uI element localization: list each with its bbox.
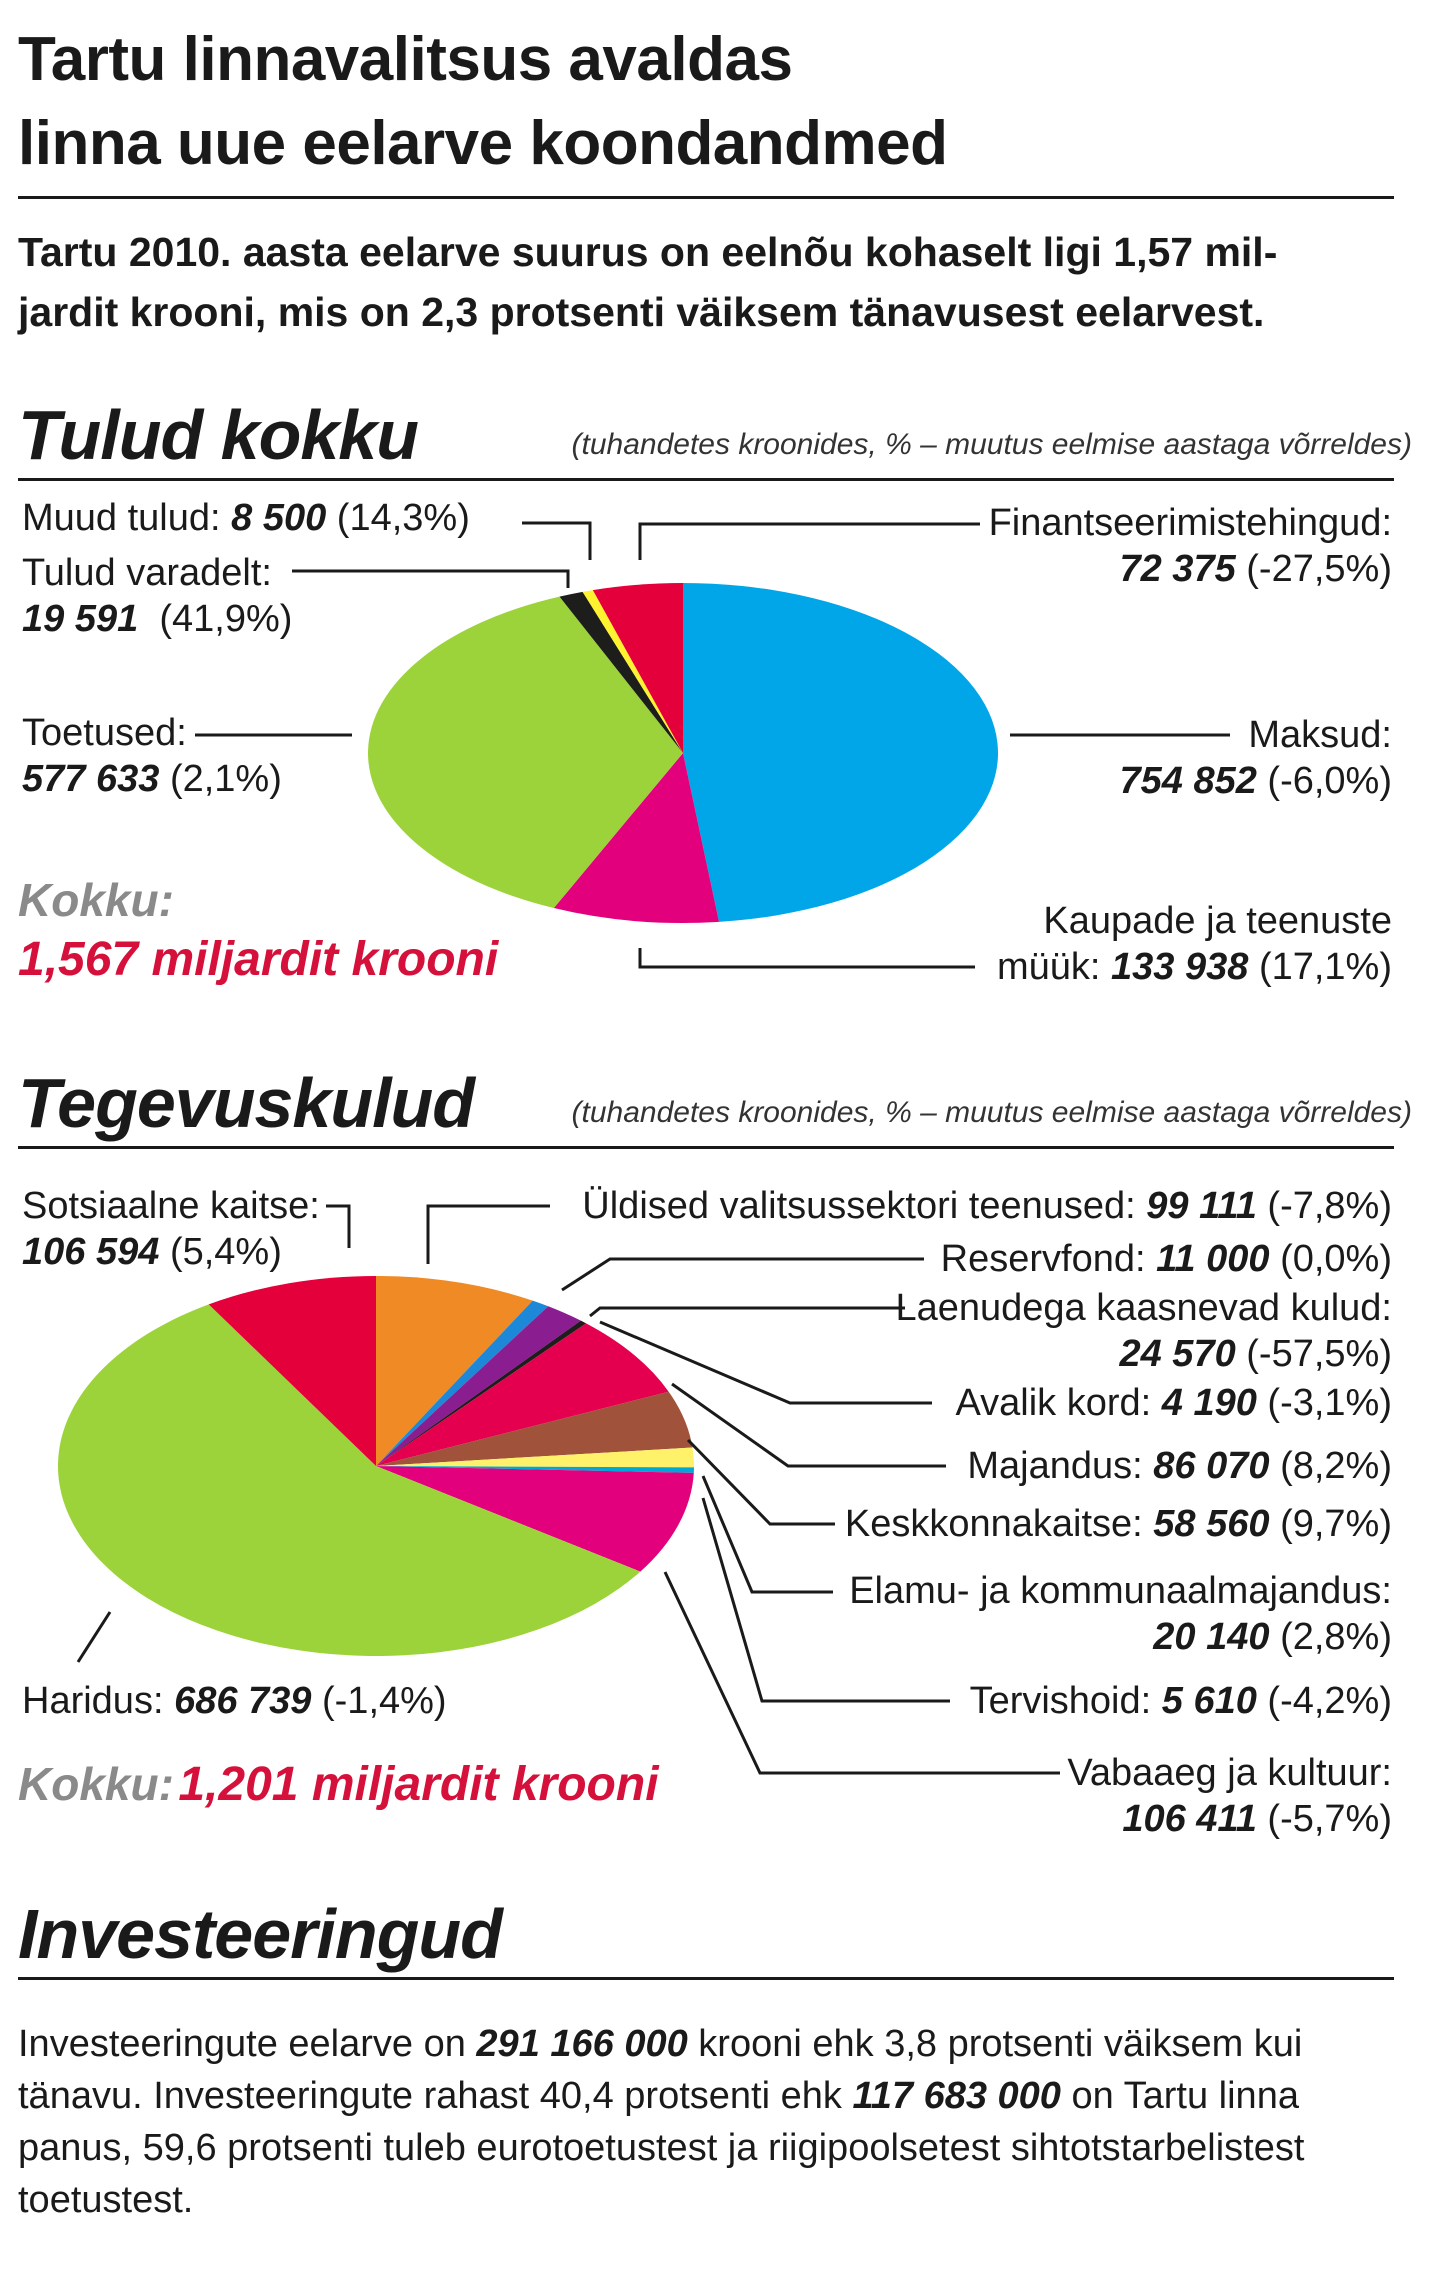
label-laenudega-kaasnevad-kulud: Laenudega kaasnevad kulud: 24 570 (-57,5%) bbox=[895, 1287, 1392, 1375]
leader-majandus bbox=[672, 1384, 946, 1466]
leader-varad bbox=[292, 571, 568, 588]
investments-title: Investeeringud bbox=[18, 1895, 502, 1973]
label-haridus: Haridus: 686 739 (-1,4%) bbox=[22, 1680, 447, 1722]
investments-paragraph: Investeeringute eelarve on 291 166 000 krooni ehk 3,8 protsenti väiksem kui tänavu. Investeeringute rahast 40,4 protsenti ehk 117 683 000 on Tartu linna panus, 59,6 protsenti tuleb eurotoetustest ja riigipoolsetest sihtotstarbelistest toetustest. bbox=[18, 2023, 1305, 2221]
headline-line-1: Tartu linnavalitsus avaldas bbox=[18, 25, 793, 94]
leader-reserv bbox=[562, 1259, 924, 1290]
leader-muud bbox=[522, 523, 590, 560]
label-toetused: Toetused: 577 633 (2,1%) bbox=[22, 712, 282, 800]
spending-title: Tegevuskulud bbox=[18, 1064, 475, 1142]
leader-sots bbox=[326, 1206, 349, 1248]
leader-yld bbox=[428, 1206, 550, 1264]
label-elamu-ja-kommunaalmajandus: Elamu- ja kommunaalmajandus: 20 140 (2,8%) bbox=[849, 1570, 1392, 1658]
leader-laen bbox=[590, 1308, 905, 1316]
lead-line-2: jardit krooni, mis on 2,3 protsenti väiksem tänavusest eelarvest. bbox=[18, 289, 1265, 335]
income-pie bbox=[368, 583, 998, 923]
label-maksud: Maksud: 754 852 (-6,0%) bbox=[1119, 714, 1392, 802]
leader-kaubad bbox=[640, 948, 975, 967]
divider bbox=[18, 1977, 1394, 1980]
leader-haridus bbox=[78, 1612, 110, 1662]
spending-subtitle: (tuhandetes kroonides, % – muutus eelmise aastaga võrreldes) bbox=[571, 1096, 1412, 1129]
label-avalik-kord: Avalik kord: 4 190 (-3,1%) bbox=[955, 1382, 1392, 1424]
label-reservfond: Reservfond: 11 000 (0,0%) bbox=[940, 1238, 1392, 1280]
label-vabaaeg-ja-kultuur: Vabaaeg ja kultuur: 106 411 (-5,7%) bbox=[1067, 1752, 1392, 1840]
label-sotsiaalne-kaitse: Sotsiaalne kaitse: 106 594 (5,4%) bbox=[22, 1185, 320, 1273]
label-finantseerimistehingud: Finantseerimistehingud: 72 375 (-27,5%) bbox=[988, 502, 1392, 590]
label-keskkonnakaitse: Keskkonnakaitse: 58 560 (9,7%) bbox=[844, 1503, 1392, 1545]
label-majandus: Majandus: 86 070 (8,2%) bbox=[967, 1445, 1392, 1487]
income-total-value: 1,567 miljardit krooni bbox=[18, 933, 499, 986]
spending-total bbox=[18, 1757, 659, 1812]
leader-finants bbox=[640, 524, 980, 560]
income-title: Tulud kokku bbox=[18, 396, 418, 474]
label-muud-tulud: Muud tulud: 8 500 (14,3%) bbox=[22, 497, 470, 539]
leader-keskkond bbox=[688, 1440, 835, 1524]
label-kaupade-ja-teenuste-myyk: Kaupade ja teenuste müük: 133 938 (17,1%) bbox=[996, 900, 1392, 988]
pie-slice-maksud bbox=[683, 583, 998, 922]
spending-pie bbox=[58, 1276, 694, 1656]
spending-total-label: Kokku: bbox=[18, 1758, 174, 1810]
spending-total-value: 1,201 miljardit krooni bbox=[178, 1758, 659, 1811]
label-tervishoid: Tervishoid: 5 610 (-4,2%) bbox=[969, 1680, 1392, 1722]
leader-elamu bbox=[703, 1476, 833, 1592]
label-yldised-valitsussektori-teenused: Üldised valitsussektori teenused: 99 111 (-7,8%) bbox=[582, 1185, 1392, 1227]
income-total-label: Kokku: bbox=[18, 874, 174, 926]
headline-line-2: linna uue eelarve koondandmed bbox=[18, 109, 948, 178]
lead-line-1: Tartu 2010. aasta eelarve suurus on eelnõu kohaselt ligi 1,57 mil- bbox=[18, 229, 1278, 275]
income-subtitle: (tuhandetes kroonides, % – muutus eelmise aastaga võrreldes) bbox=[571, 428, 1412, 461]
label-tulud-varadelt: Tulud varadelt: 19 591 (41,9%) bbox=[22, 552, 293, 640]
